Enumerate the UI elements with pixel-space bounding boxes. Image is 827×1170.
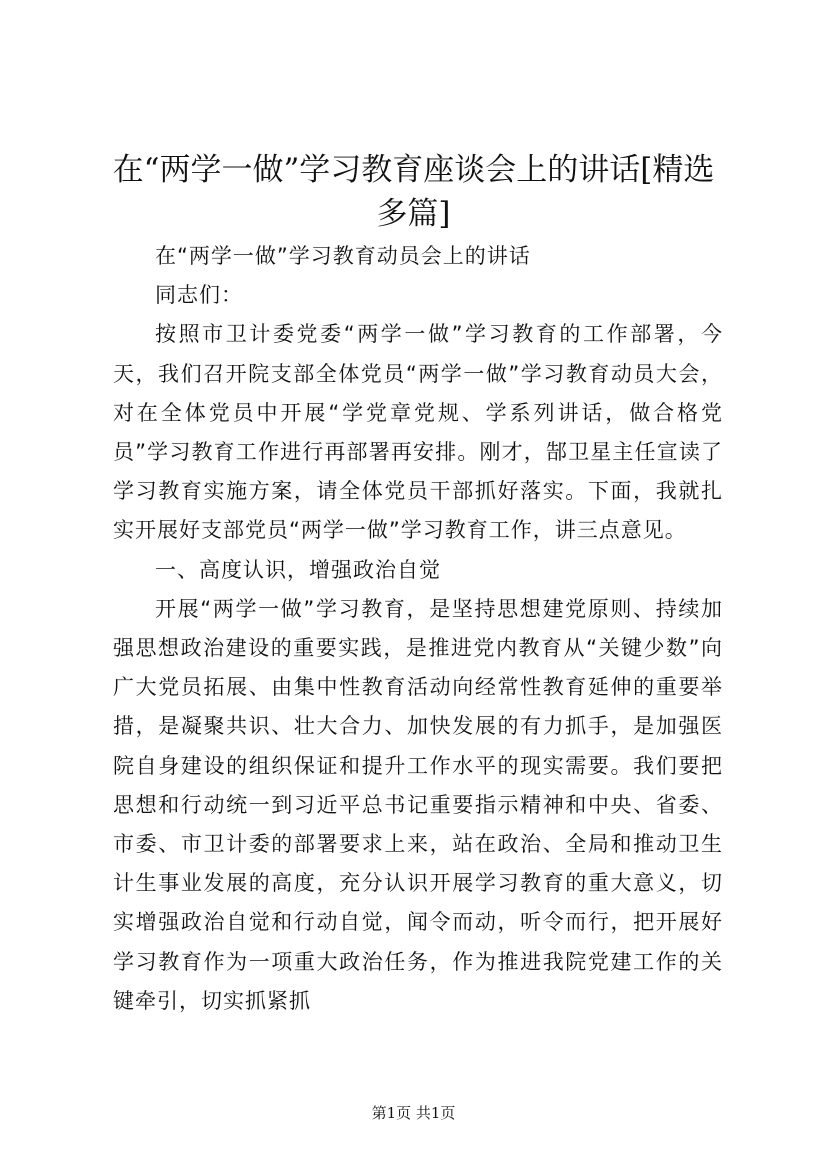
section-heading: 一、高度认识，增强政治自觉: [155, 557, 441, 582]
paragraph: 按照市卫计委党委“两学一做”学习教育的工作部署，今天，我们召开院支部全体党员“两学一做”学习教育动员大会，对在全体党员中开展“学党章党规、学系列讲话，做合格党员”学习教育工作进行再部署再安排。刚才，郜卫星主任宣读了学习教育实施方案，请全体党员干部抓好落实。下面，我就扎实开展好支部党员“两学一做”学习教育工作，讲三点意见。: [113, 322, 723, 543]
document-body: [113, 237, 723, 1021]
paragraph: 同志们：: [155, 283, 243, 308]
paragraph: 在“两学一做”学习教育动员会上的讲话: [155, 244, 531, 268]
paragraph: 开展“两学一做”学习教育，是坚持思想建党原则、持续加强思想政治建设的重要实践，是推进党内教育从“关键少数”向广大党员拓展、由集中性教育活动向经常性教育延伸的重要举措，是凝聚共识、壮大合力、加快发展的有力抓手，是加强医院自身建设的组织保证和提升工作水平的现实需要。我们要把思想和行动统一到习近平总书记重要指示精神和中央、省委、市委、市卫计委的部署要求上来，站在政治、全局和推动卫生计生事业发展的高度，充分认识开展学习教育的重大意义，切实增强政治自觉和行动自觉，闻令而动，听令而行，把开展好学习教育作为一项重大政治任务，作为推进我院党建工作的关键牵引，切实抓紧抓: [113, 596, 723, 1013]
document-title: 在“两学一做”学习教育座谈会上的讲话[精选多篇]: [112, 152, 715, 232]
page-footer: 第1页 共1页: [371, 1104, 456, 1122]
